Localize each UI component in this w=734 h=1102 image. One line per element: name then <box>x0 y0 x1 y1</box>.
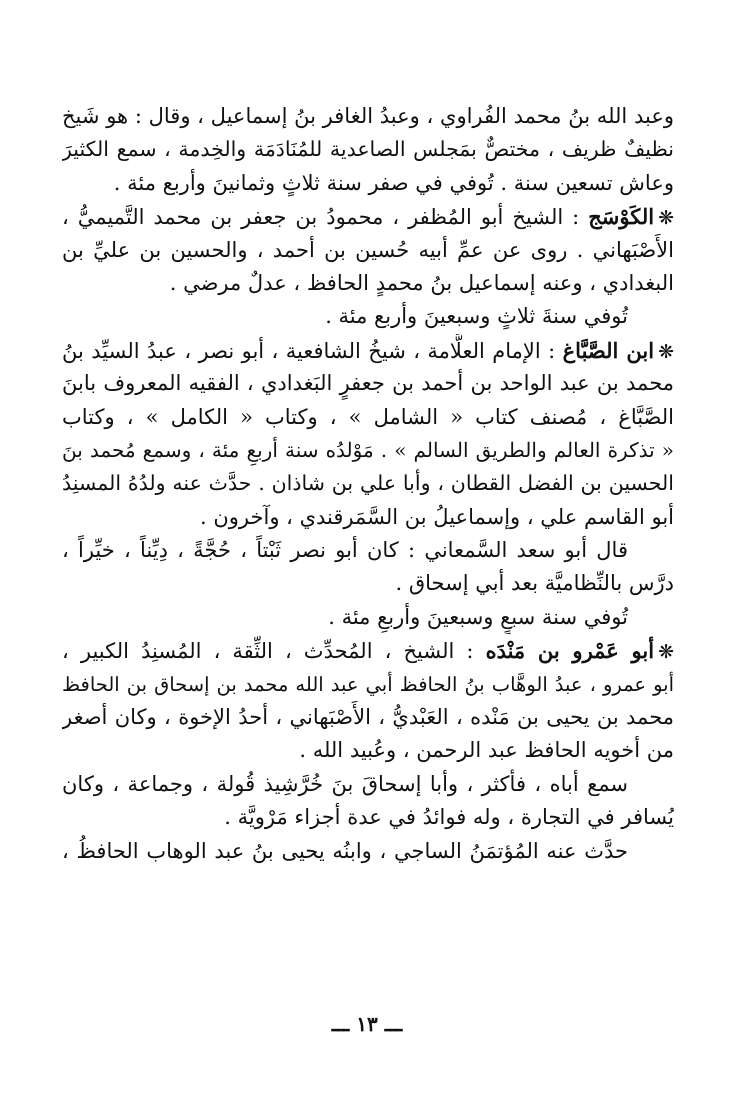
text-line: محمد بن عبد الواحد بن أحمد بن جعفرٍ البَغدادي ، الفقيه المعروف بابنَ <box>62 371 674 396</box>
entry-heading: ابن الصَّبَّاغ <box>562 337 655 363</box>
text-line: أبو القاسم علي ، وإسماعيلُ بن السَّمَرقندي ، وآخرون . <box>200 504 674 529</box>
entry-heading: أبو عَمْرو بن مَنْدَه <box>485 638 655 664</box>
entry-heading-line: ❋أبو عَمْرو بن مَنْدَه : الشيخ ، المُحدِّث ، الثِّقة ، المُسنِدُ الكبير ، <box>62 638 674 664</box>
text-line: الحسين بن الفضل القطان ، وأبا علي بن شاذان . حدَّث عنه ولدُهُ المسنِدُ <box>62 471 674 496</box>
text-line: تُوفي سنةَ ثلاثٍ وسبعينَ وأربع مئة . <box>325 304 628 329</box>
text-line: يُسافر في التجارة ، وله فوائدُ في عدة أجزاء مَرْويَّة . <box>224 805 674 830</box>
entry-heading-line: ❋الكَوْسَج : الشيخ أبو المُظفر ، محمودُ بن جعفر بن محمد التَّميميُّ ، <box>62 204 674 230</box>
text-line: أبو عمرو ، عبدُ الوهَّاب بنُ الحافظ أبي عبد الله محمد بن إسحاق بن الحافظ <box>62 672 674 696</box>
page-number: ـــ ١٣ ـــ <box>331 1012 403 1036</box>
text-line: البغدادي ، وعنه إسماعيل بنُ محمدٍ الحافظ ، عدلٌ مرضي . <box>169 270 674 295</box>
text-line: وعاش تسعين سنة . تُوفي في صفر سنة ثلاثٍ وثمانينَ وأربع مئة . <box>113 170 674 195</box>
text-line: الأَصْبَهاني . روى عن عمِّ أبيه حُسين بن أحمد ، والحسين بن عليِّ بن <box>62 237 674 262</box>
text-line: محمد بن يحيى بن مَنْده ، العَبْديُّ ، الأَصْبَهاني ، أحدُ الإخوة ، وكان أصغر <box>62 705 674 730</box>
text-line: قال أبو سعد السَّمعاني : كان أبو نصر ثَبْتاً ، حُجَّةً ، دِيِّناً ، خيِّراً ، <box>62 538 628 563</box>
text-line: سمع أباه ، فأكثر ، وأبا إسحاقَ بنَ خُرَّشِيذ قُولة ، وجماعة ، وكان <box>62 771 628 796</box>
text-line: تُوفي سنة سبعٍ وسبعينَ وأربعِ مئة . <box>328 604 628 629</box>
entry-heading-line: ❋ابن الصَّبَّاغ : الإمام العلَّامة ، شيخُ الشافعية ، أبو نصر ، عبدُ السيِّد بنُ <box>62 337 674 363</box>
text-line: الصَّبَّاغ ، مُصنف كتاب « الشامل » ، وكتاب « الكامل » ، وكتاب <box>62 404 674 429</box>
asterisk-icon: ❋ <box>658 340 674 363</box>
entry-heading: الكَوْسَج <box>588 204 655 230</box>
asterisk-icon: ❋ <box>658 641 674 664</box>
text-line: من أخويه الحافظ عبد الرحمن ، وعُبيد الله . <box>299 738 674 763</box>
text-line: درَّس بالنِّظاميَّة بعد أبي إسحاق . <box>395 571 674 596</box>
asterisk-icon: ❋ <box>658 207 674 230</box>
text-line: « تذكرة العالم والطريق السالم » . مَوْلدُه سنة أربعِ مئة ، وسمع مُحمد بنَ <box>62 437 674 462</box>
text-line: حدَّث عنه المُؤتمَنُ الساجي ، وابنُه يحيى بنُ عبد الوهاب الحافظُ ، <box>62 838 628 863</box>
text-line: وعبد الله بنُ محمد الفُراوي ، وعبدُ الغافر بنُ إسماعيل ، وقال : هو شَيخ <box>62 104 674 128</box>
text-line: نظيفٌ ظريف ، مختصٌّ بمَجلس الصاعدية للمُنَادَمَة والخِدمة ، سمع الكثيرَ <box>62 137 674 162</box>
page-body <box>62 100 674 868</box>
